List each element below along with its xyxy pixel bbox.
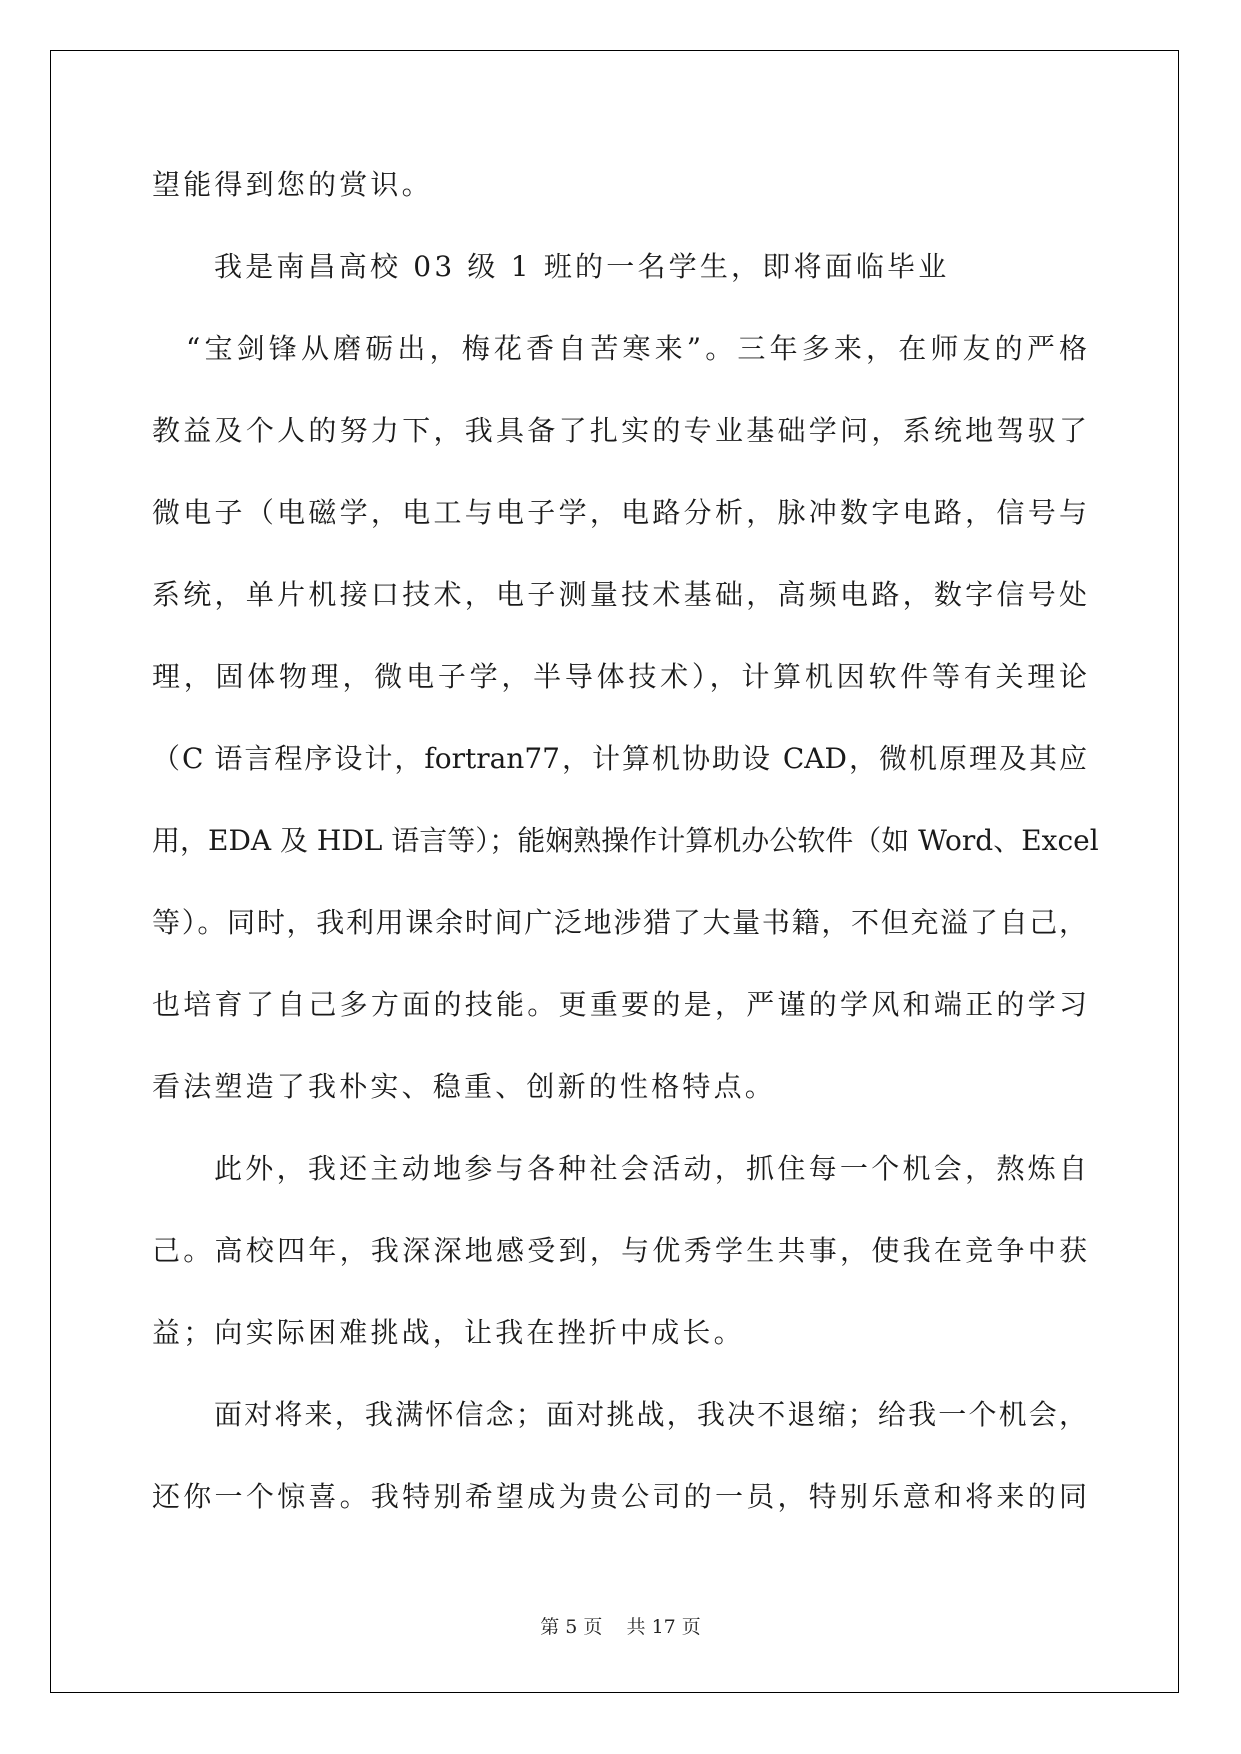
page-total: 共 17 页 xyxy=(626,1616,701,1638)
page-number: 第 5 页 xyxy=(540,1616,603,1638)
text-line: 等）。同时，我利用课余时间广泛地涉猎了大量书籍，不但充溢了自己， xyxy=(152,906,1087,939)
text-line: 理，固体物理，微电子学，半导体技术），计算机因软件等有关理论 xyxy=(152,660,1087,693)
text-line: 用，EDA 及 HDL 语言等）；能娴熟操作计算机办公软件（如 Word、Excel xyxy=(152,824,1099,857)
text-line: 教益及个人的努力下，我具备了扎实的专业基础学问，系统地驾驭了 xyxy=(152,414,1087,447)
text-line: 己。高校四年，我深深地感受到，与优秀学生共事，使我在竞争中获 xyxy=(152,1234,1087,1267)
text-line: 微电子（电磁学，电工与电子学，电路分析，脉冲数字电路，信号与 xyxy=(152,496,1087,529)
text-line: 望能得到您的赏识。 xyxy=(152,168,433,201)
text-line: 还你一个惊喜。我特别希望成为贵公司的一员，特别乐意和将来的同 xyxy=(152,1480,1087,1513)
document-body xyxy=(152,155,1099,1549)
text-line: 我是南昌高校 03 级 1 班的一名学生，即将面临毕业 xyxy=(214,250,950,283)
text-line: 系统，单片机接口技术，电子测量技术基础，高频电路，数字信号处 xyxy=(152,578,1087,611)
text-line: 益；向实际困难挑战，让我在挫折中成长。 xyxy=(152,1316,745,1349)
text-line: 看法塑造了我朴实、稳重、创新的性格特点。 xyxy=(152,1070,777,1103)
text-line: 此外，我还主动地参与各种社会活动，抓住每一个机会，熬炼自 xyxy=(214,1152,1087,1185)
text-line: “宝剑锋从磨砺出，梅花香自苦寒来”。三年多来，在师友的严格 xyxy=(186,332,1087,365)
text-line: 面对将来，我满怀信念；面对挑战，我决不退缩；给我一个机会， xyxy=(214,1398,1087,1431)
text-line: （C 语言程序设计，fortran77，计算机协助设 CAD，微机原理及其应 xyxy=(152,742,1087,775)
text-line: 也培育了自己多方面的技能。更重要的是，严谨的学风和端正的学习 xyxy=(152,988,1087,1021)
page-footer xyxy=(0,1612,1241,1639)
